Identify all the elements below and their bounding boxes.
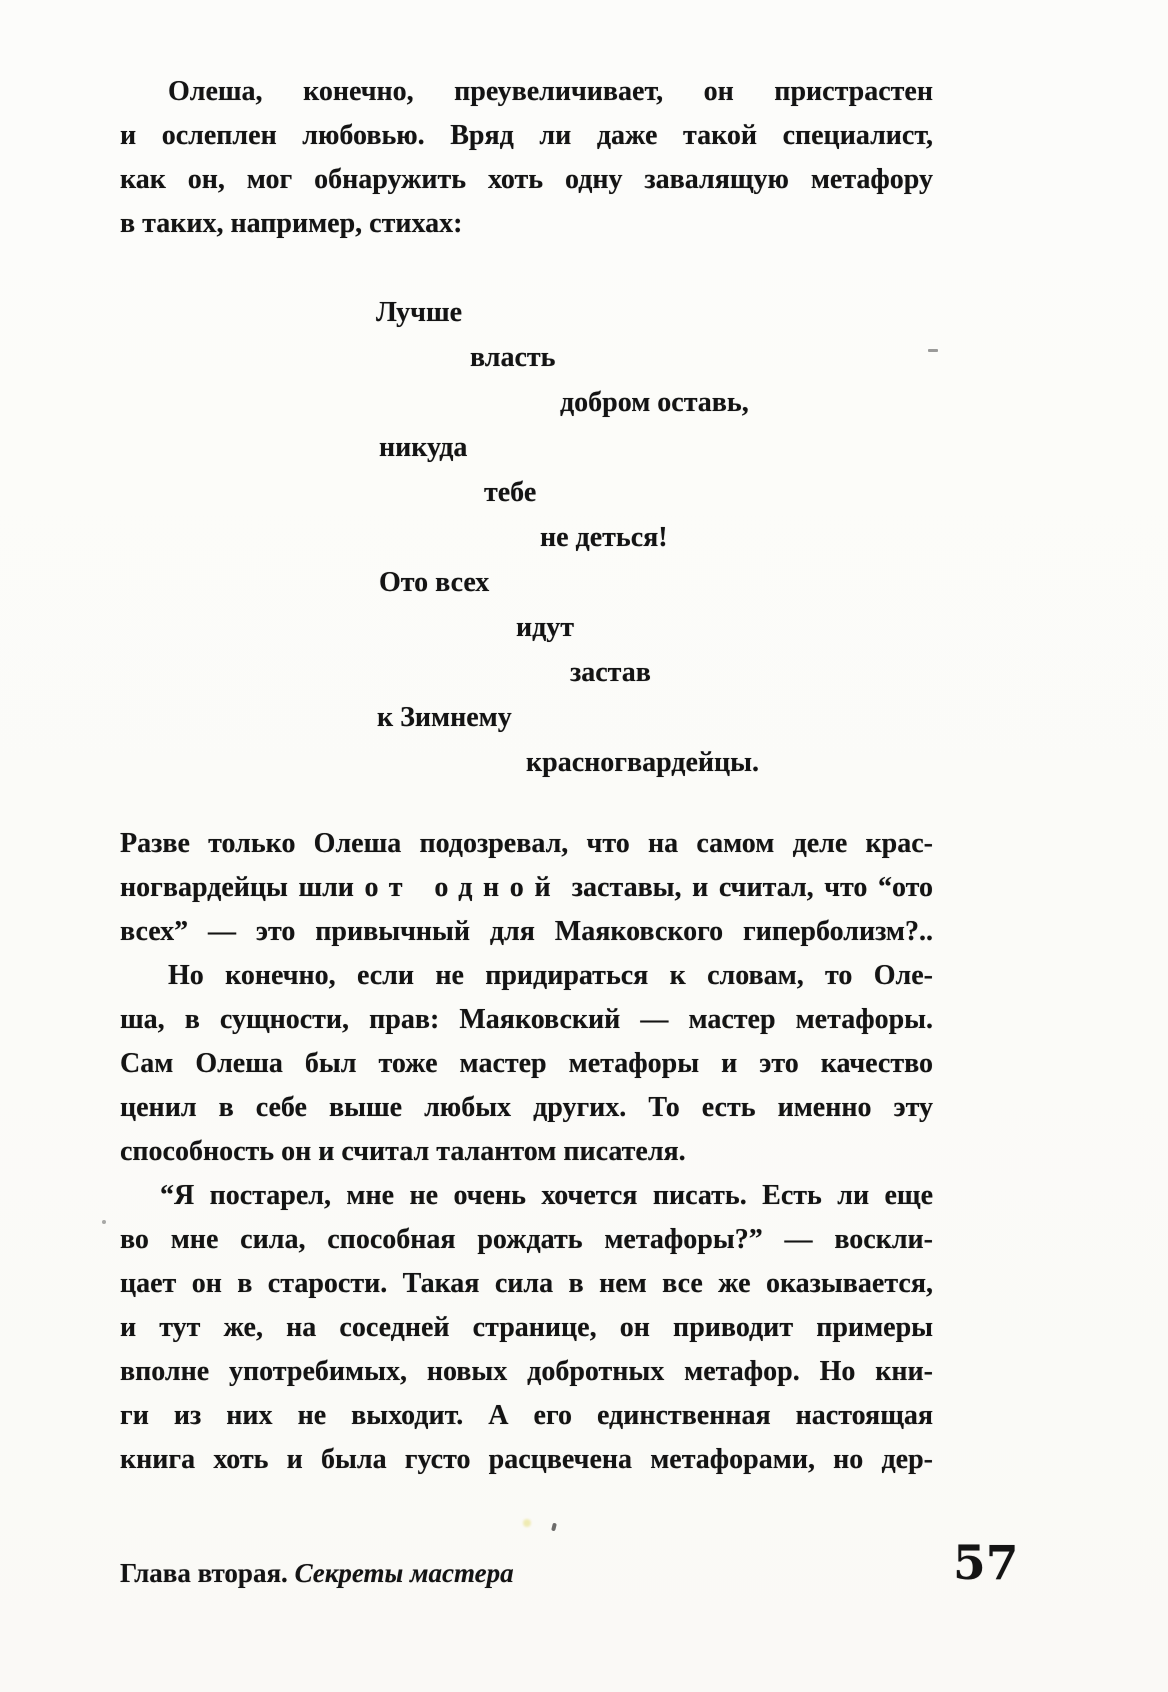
poem-line: Лучше bbox=[376, 297, 463, 328]
text-line: вполне употребимых, новых добротных метафор. Но кни- bbox=[120, 1356, 933, 1387]
poem-line: застав bbox=[570, 657, 651, 688]
scan-artifact-dot bbox=[102, 1220, 106, 1224]
poem-line: власть bbox=[470, 342, 556, 373]
text-line: Сам Олеша был тоже мастер метафоры и это качество bbox=[120, 1048, 933, 1079]
poem-line: идут bbox=[516, 612, 575, 643]
paragraph-intro bbox=[120, 70, 933, 246]
text-line: как он, мог обнаружить хоть одну завалящую метафору bbox=[120, 164, 933, 195]
text-line: ценил в себе выше любых других. То есть именно эту bbox=[120, 1092, 933, 1123]
poem-quote bbox=[376, 290, 936, 785]
scan-artifact-speck bbox=[551, 1523, 557, 1532]
emphasized-spaced-text: от одной bbox=[364, 872, 562, 903]
running-footer bbox=[120, 1556, 514, 1590]
body-text bbox=[120, 822, 933, 1482]
text-line: способность он и считал талантом писателя. bbox=[120, 1136, 686, 1167]
poem-line: Ото всех bbox=[379, 567, 490, 598]
poem-line: к Зимнему bbox=[377, 702, 512, 733]
scan-artifact-yellow-dot bbox=[523, 1519, 531, 1527]
text-line: книга хоть и была густо расцвечена метафорами, но дер- bbox=[120, 1444, 933, 1475]
poem-line: красногвардейцы. bbox=[526, 747, 760, 778]
poem-line: не деться! bbox=[540, 522, 668, 553]
page-number: 57 bbox=[953, 1536, 1019, 1591]
text-segment: ногвардейцы шли bbox=[120, 872, 365, 903]
poem-line: никуда bbox=[379, 432, 468, 463]
text-line: всех” — это привычный для Маяковского гиперболизм?.. bbox=[120, 916, 933, 947]
text-line: ги из них не выходит. А его единственная настоящая bbox=[120, 1400, 933, 1431]
text-line: Олеша, конечно, преувеличивает, он пристрастен bbox=[168, 76, 933, 107]
text-segment: заставы, и считал, что “ото bbox=[561, 872, 933, 903]
text-line: ша, в сущности, прав: Маяковский — мастер метафоры. bbox=[120, 1004, 933, 1035]
text-line: и тут же, на соседней странице, он приводит примеры bbox=[120, 1312, 933, 1343]
text-line: в таких, например, стихах: bbox=[120, 208, 463, 239]
poem-line: тебе bbox=[484, 477, 537, 508]
text-line bbox=[120, 866, 933, 910]
poem-line: добром оставь, bbox=[560, 387, 749, 418]
text-line: цает он в старости. Такая сила в нем все же оказывается, bbox=[120, 1268, 933, 1299]
chapter-title: Секреты мастера bbox=[294, 1558, 514, 1588]
text-line: Но конечно, если не придираться к словам, то Оле- bbox=[168, 960, 933, 991]
text-line: “Я постарел, мне не очень хочется писать. Есть ли еще bbox=[160, 1180, 933, 1211]
text-line: Разве только Олеша подозревал, что на самом деле крас- bbox=[120, 828, 933, 859]
text-line: и ослеплен любовью. Вряд ли даже такой специалист, bbox=[120, 120, 933, 151]
text-line: во мне сила, способная рождать метафоры?” — воскли- bbox=[120, 1224, 933, 1255]
chapter-label: Глава вторая. bbox=[120, 1558, 288, 1588]
